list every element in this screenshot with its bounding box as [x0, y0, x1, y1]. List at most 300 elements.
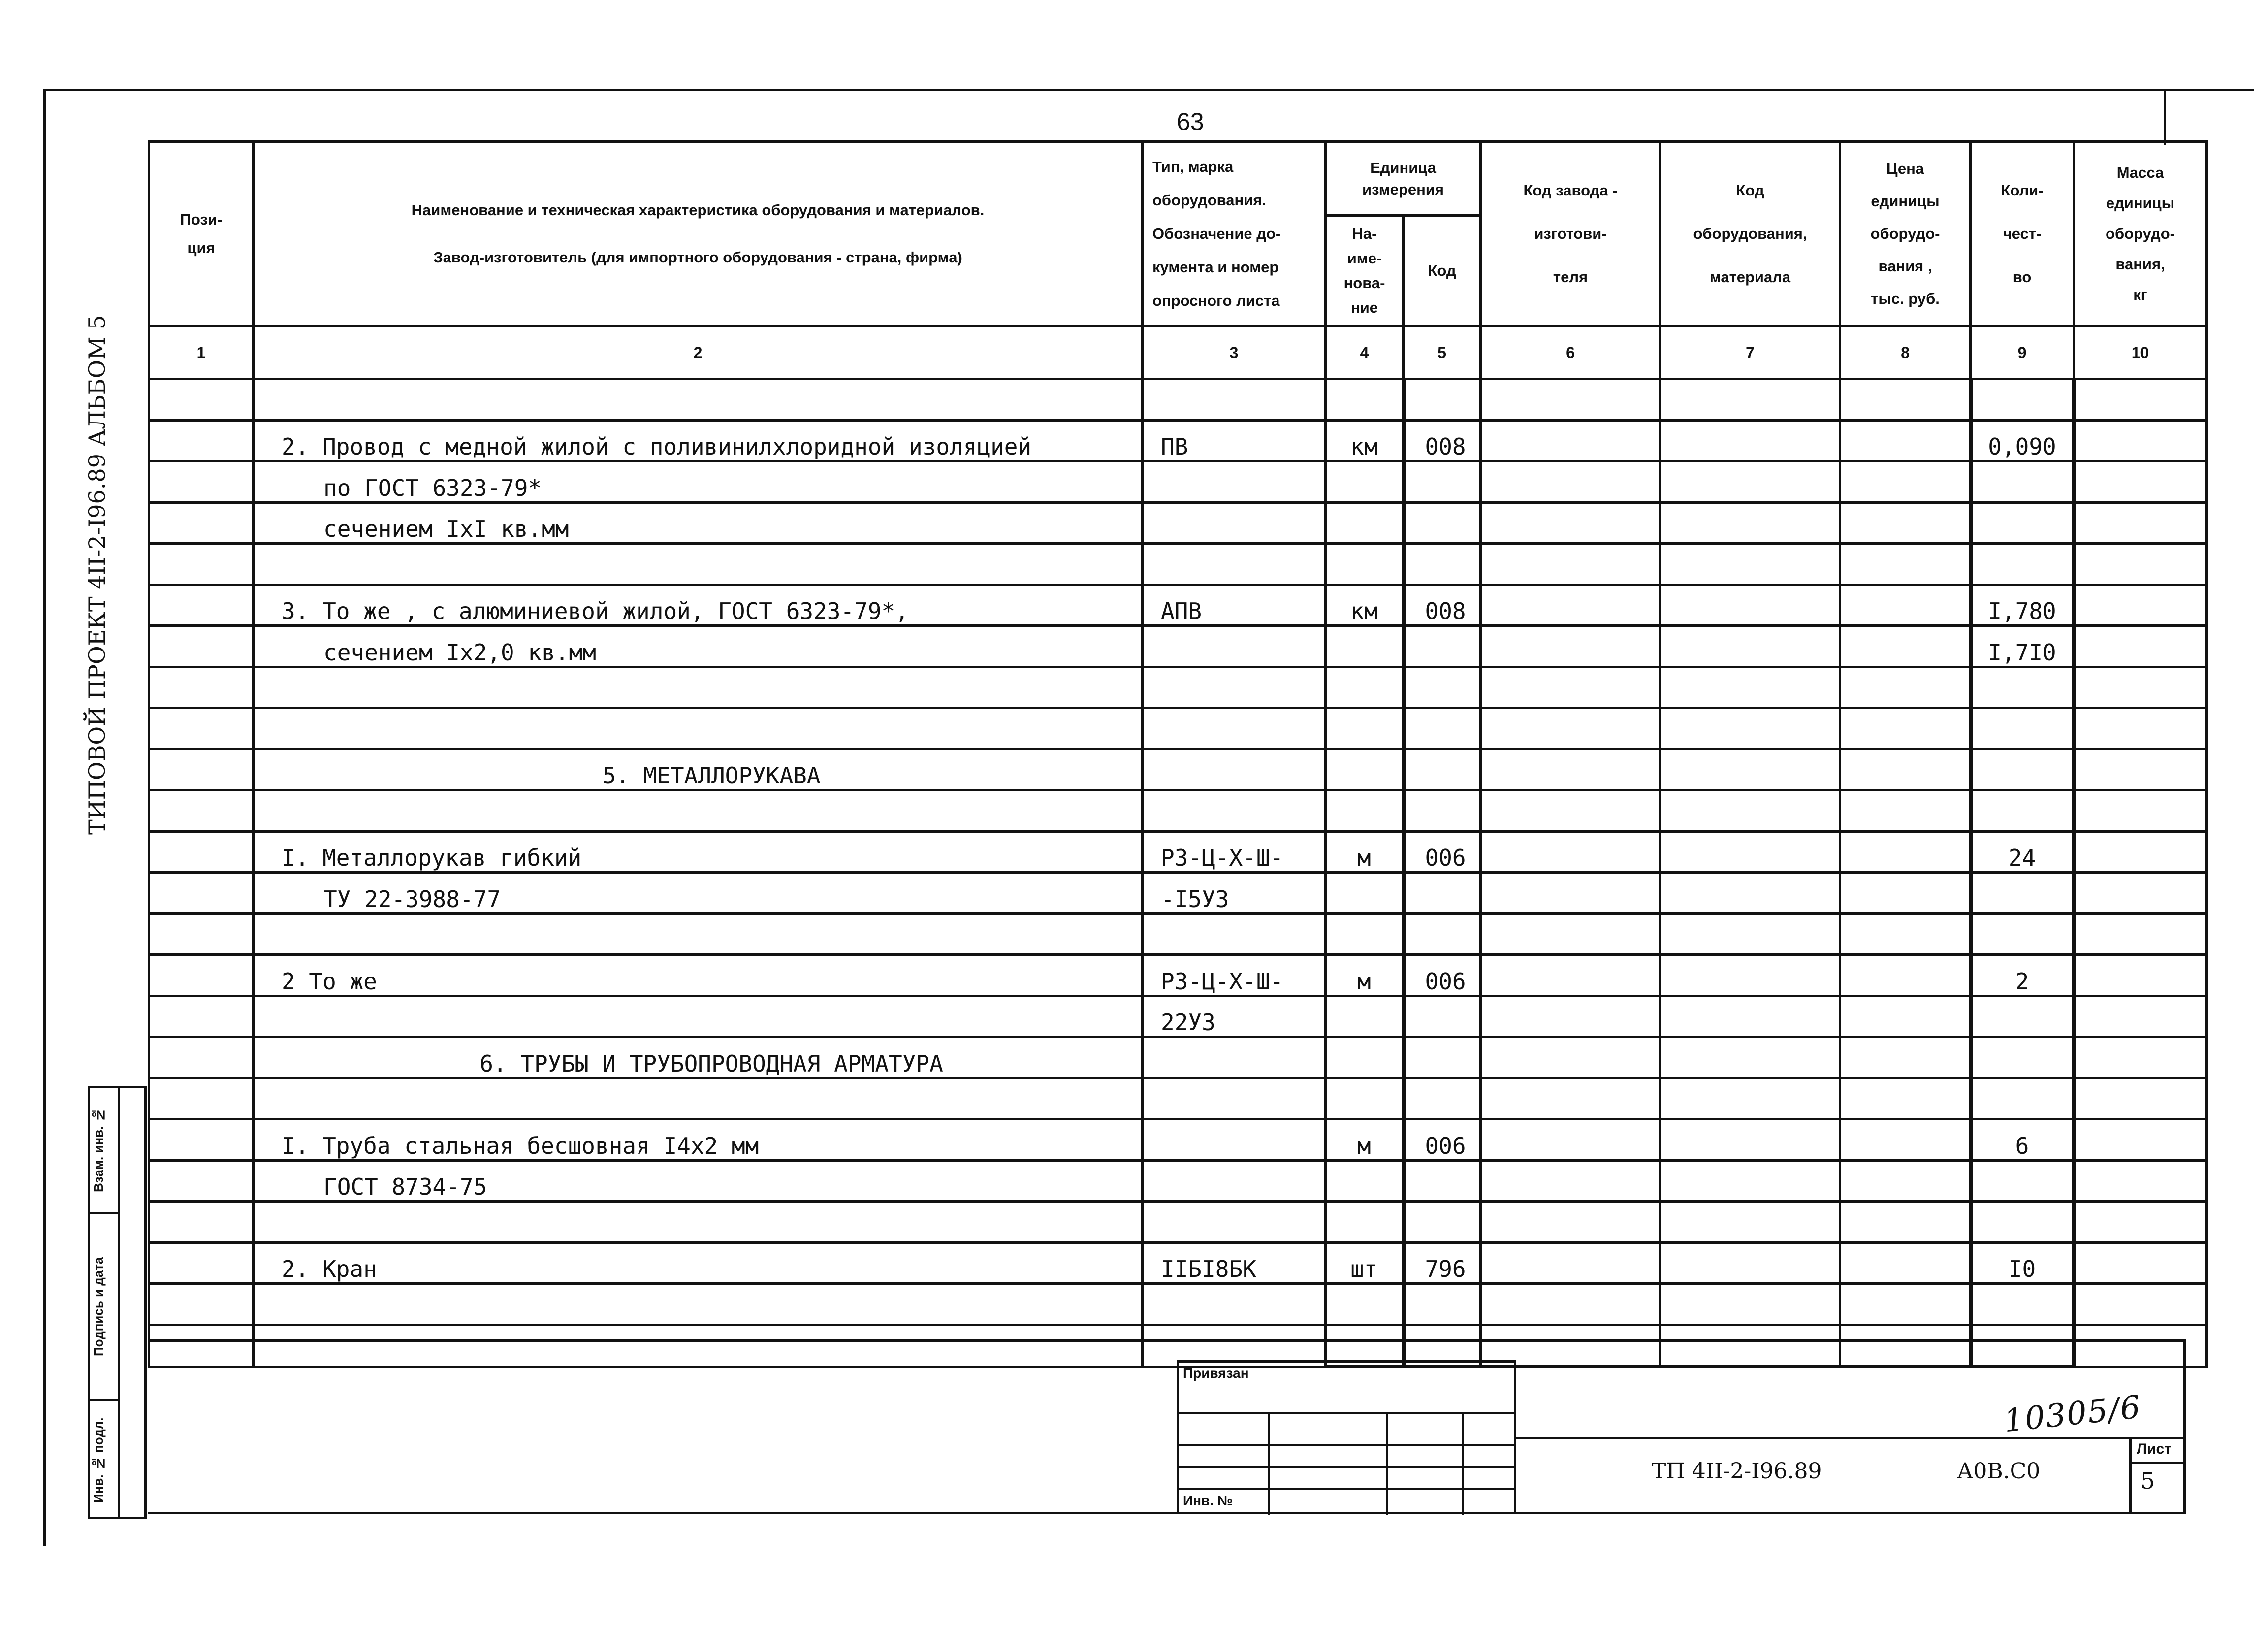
sheet-box-separator [2132, 1462, 2186, 1464]
cell-quantity [1971, 1160, 2074, 1202]
cell-name: I. Металлорукав гибкий [254, 831, 1143, 873]
cell-name: 6. ТРУБЫ И ТРУБОПРОВОДНАЯ АРМАТУРА [254, 1037, 1143, 1078]
cell-mass [2074, 1037, 2207, 1078]
cell-equipment-code [1661, 420, 1840, 461]
cell-quantity [1971, 873, 2074, 914]
cell-type [1143, 1078, 1326, 1119]
col-number: 4 [1326, 326, 1404, 379]
cell-plant-code [1481, 461, 1661, 503]
header-type: Тип, марка оборудования. Обозначение до- кумента и номер опросного листа [1143, 142, 1326, 326]
cell-type: 22У3 [1143, 996, 1326, 1037]
frame-right-stub [2164, 89, 2166, 145]
cell-unit-code: 008 [1404, 585, 1481, 626]
cell-equipment-code [1661, 708, 1840, 749]
table-row [149, 790, 2207, 832]
cell-unit-name [1326, 626, 1404, 667]
cell-unit-name [1326, 544, 1404, 585]
cell-name: 2. Кран [254, 1242, 1143, 1284]
cell-plant-code [1481, 873, 1661, 914]
cell-unit-code: 008 [1404, 420, 1481, 461]
cell-unit-name: шт [1326, 1242, 1404, 1284]
cell-name [254, 667, 1143, 708]
cell-plant-code [1481, 708, 1661, 749]
cell-position [149, 502, 254, 544]
cell-name [254, 379, 1143, 421]
cell-position [149, 1284, 254, 1325]
cell-equipment-code [1661, 1242, 1840, 1284]
cell-plant-code [1481, 585, 1661, 626]
cell-unit-code [1404, 461, 1481, 503]
cell-name: ТУ 22-3988-77 [254, 873, 1143, 914]
stamp-label: Взам. инв. № [91, 1107, 106, 1193]
cell-quantity: I0 [1971, 1242, 2074, 1284]
cell-quantity [1971, 379, 2074, 421]
cell-price [1840, 708, 1971, 749]
cell-quantity: 6 [1971, 1119, 2074, 1161]
cell-unit-name [1326, 873, 1404, 914]
cell-unit-name [1326, 1284, 1404, 1325]
cell-price [1840, 1119, 1971, 1161]
cell-quantity: 2 [1971, 955, 2074, 996]
cell-equipment-code [1661, 544, 1840, 585]
stamp-divider [118, 1088, 120, 1517]
cell-price [1840, 461, 1971, 503]
table-row [149, 1037, 2207, 1078]
cell-mass [2074, 955, 2207, 996]
cell-quantity [1971, 461, 2074, 503]
cell-unit-name: км [1326, 420, 1404, 461]
cell-price [1840, 913, 1971, 955]
cell-plant-code [1481, 1037, 1661, 1078]
cell-mass [2074, 502, 2207, 544]
cell-mass [2074, 749, 2207, 790]
table-row [149, 873, 2207, 914]
cell-type [1143, 1160, 1326, 1202]
cell-type [1143, 626, 1326, 667]
cell-type: АПВ [1143, 585, 1326, 626]
header-unit-name: На- име- нова- ние [1326, 216, 1404, 326]
stamp-label: Подпись и дата [91, 1257, 106, 1356]
album-title: ТИПОВОЙ ПРОЕКТ 4II-2-I96.89 АЛЬБОМ 5 [84, 315, 110, 835]
cell-quantity [1971, 996, 2074, 1037]
cell-name [254, 913, 1143, 955]
cell-unit-name [1326, 1037, 1404, 1078]
cell-plant-code [1481, 1160, 1661, 1202]
cell-name: сечением IxI кв.мм [254, 502, 1143, 544]
cell-plant-code [1481, 1119, 1661, 1161]
cell-price [1840, 831, 1971, 873]
cell-price [1840, 379, 1971, 421]
cell-position [149, 1242, 254, 1284]
cell-position [149, 996, 254, 1037]
table-row [149, 379, 2207, 421]
cell-mass [2074, 1242, 2207, 1284]
cell-price [1840, 626, 1971, 667]
table-row [149, 831, 2207, 873]
cell-type [1143, 1284, 1326, 1325]
cell-position [149, 913, 254, 955]
cell-unit-name: м [1326, 955, 1404, 996]
cell-name [254, 708, 1143, 749]
cell-mass [2074, 461, 2207, 503]
cell-mass [2074, 996, 2207, 1037]
cell-unit-code: 006 [1404, 831, 1481, 873]
cell-plant-code [1481, 626, 1661, 667]
title-block-frame [148, 1339, 2186, 1514]
cell-type [1143, 379, 1326, 421]
cell-unit-code [1404, 873, 1481, 914]
cell-name [254, 544, 1143, 585]
cell-position [149, 1078, 254, 1119]
stamp-replaced-inventory [90, 1088, 118, 1214]
cell-type: IIБI8БК [1143, 1242, 1326, 1284]
cell-mass [2074, 626, 2207, 667]
table-row [149, 913, 2207, 955]
cell-unit-code [1404, 1202, 1481, 1243]
cell-unit-name: м [1326, 1119, 1404, 1161]
cell-plant-code [1481, 379, 1661, 421]
cell-price [1840, 873, 1971, 914]
cell-price [1840, 749, 1971, 790]
cell-position [149, 420, 254, 461]
cell-mass [2074, 1078, 2207, 1119]
cell-position [149, 379, 254, 421]
column-number-row [149, 326, 2207, 379]
cell-unit-code [1404, 667, 1481, 708]
table-row [149, 1284, 2207, 1325]
cell-unit-code [1404, 790, 1481, 832]
header-plant-code: Код завода - изготови- теля [1481, 142, 1661, 326]
cell-equipment-code [1661, 749, 1840, 790]
cell-price [1840, 585, 1971, 626]
cell-mass [2074, 708, 2207, 749]
cell-position [149, 626, 254, 667]
cell-quantity [1971, 1284, 2074, 1325]
attached-vline [1386, 1412, 1388, 1515]
frame-top-line [43, 89, 2254, 91]
table-row [149, 1160, 2207, 1202]
cell-quantity [1971, 749, 2074, 790]
cell-plant-code [1481, 749, 1661, 790]
cell-equipment-code [1661, 1284, 1840, 1325]
cell-plant-code [1481, 667, 1661, 708]
cell-quantity [1971, 502, 2074, 544]
cell-price [1840, 502, 1971, 544]
header-mass: Масса единицы оборудо- вания, кг [2074, 142, 2207, 326]
cell-position [149, 790, 254, 832]
title-divider-line [1516, 1437, 2186, 1439]
header-position: Пози- ция [149, 142, 254, 326]
cell-type [1143, 667, 1326, 708]
table-row [149, 585, 2207, 626]
cell-type [1143, 461, 1326, 503]
stamp-signature-date [90, 1214, 118, 1401]
cell-name [254, 1078, 1143, 1119]
cell-equipment-code [1661, 1119, 1840, 1161]
cell-quantity [1971, 1037, 2074, 1078]
cell-unit-code [1404, 749, 1481, 790]
cell-position [149, 1202, 254, 1243]
cell-equipment-code [1661, 1078, 1840, 1119]
attached-vline [1462, 1412, 1464, 1515]
cell-price [1840, 1078, 1971, 1119]
col-number: 2 [254, 326, 1143, 379]
header-price: Цена единицы оборудо- вания , тыс. руб. [1840, 142, 1971, 326]
cell-position [149, 461, 254, 503]
cell-equipment-code [1661, 996, 1840, 1037]
page-number: 63 [1177, 108, 1204, 135]
cell-mass [2074, 1119, 2207, 1161]
cell-quantity [1971, 913, 2074, 955]
cell-equipment-code [1661, 1037, 1840, 1078]
cell-equipment-code [1661, 379, 1840, 421]
cell-price [1840, 544, 1971, 585]
cell-unit-name [1326, 913, 1404, 955]
cell-quantity [1971, 1078, 2074, 1119]
table-row [149, 996, 2207, 1037]
table-row [149, 1202, 2207, 1243]
cell-type: Р3-Ц-Х-Ш- [1143, 831, 1326, 873]
cell-equipment-code [1661, 667, 1840, 708]
cell-quantity [1971, 667, 2074, 708]
frame-left-line [43, 89, 46, 1546]
table-row [149, 420, 2207, 461]
cell-name [254, 1284, 1143, 1325]
cell-position [149, 544, 254, 585]
cell-position [149, 955, 254, 996]
cell-type [1143, 1119, 1326, 1161]
cell-plant-code [1481, 1242, 1661, 1284]
document-code: ТП 4II-2-I96.89 [1652, 1459, 1822, 1484]
cell-plant-code [1481, 1202, 1661, 1243]
cell-unit-code [1404, 544, 1481, 585]
cell-unit-name [1326, 708, 1404, 749]
table-row [149, 544, 2207, 585]
cell-type [1143, 1202, 1326, 1243]
col-number: 10 [2074, 326, 2207, 379]
cell-plant-code [1481, 955, 1661, 996]
cell-quantity: 0,090 [1971, 420, 2074, 461]
table-row [149, 1242, 2207, 1284]
document-mark: А0В.С0 [1957, 1459, 2041, 1484]
cell-equipment-code [1661, 831, 1840, 873]
cell-name: I. Труба стальная бесшовная I4x2 мм [254, 1119, 1143, 1161]
cell-equipment-code [1661, 461, 1840, 503]
cell-position [149, 1160, 254, 1202]
cell-position [149, 1119, 254, 1161]
cell-price [1840, 1242, 1971, 1284]
attached-vline [1268, 1412, 1270, 1515]
cell-plant-code [1481, 420, 1661, 461]
col-number: 5 [1404, 326, 1481, 379]
cell-position [149, 749, 254, 790]
header-unit-code: Код [1404, 216, 1481, 326]
cell-unit-name [1326, 1078, 1404, 1119]
table-row [149, 626, 2207, 667]
cell-type [1143, 1037, 1326, 1078]
attached-block [1177, 1360, 1516, 1514]
table-body [149, 379, 2207, 1367]
cell-price [1840, 1160, 1971, 1202]
cell-mass [2074, 667, 2207, 708]
cell-price [1840, 1037, 1971, 1078]
cell-name: по ГОСТ 6323-79* [254, 461, 1143, 503]
cell-mass [2074, 913, 2207, 955]
cell-equipment-code [1661, 1160, 1840, 1202]
cell-unit-code [1404, 626, 1481, 667]
cell-mass [2074, 379, 2207, 421]
cell-unit-code [1404, 1284, 1481, 1325]
cell-type [1143, 502, 1326, 544]
table-row [149, 461, 2207, 503]
col-number: 6 [1481, 326, 1661, 379]
cell-unit-code: 796 [1404, 1242, 1481, 1284]
cell-unit-name [1326, 996, 1404, 1037]
cell-unit-code [1404, 913, 1481, 955]
attached-label: Привязан [1183, 1366, 1249, 1381]
table-row [149, 1119, 2207, 1161]
cell-mass [2074, 420, 2207, 461]
header-equipment-code: Код оборудования, материала [1661, 142, 1840, 326]
cell-name [254, 996, 1143, 1037]
cell-position [149, 585, 254, 626]
cell-name: ГОСТ 8734-75 [254, 1160, 1143, 1202]
cell-position [149, 873, 254, 914]
cell-name [254, 790, 1143, 832]
cell-name: 5. МЕТАЛЛОРУКАВА [254, 749, 1143, 790]
cell-name: 3. То же , с алюминиевой жилой, ГОСТ 6323-79*, [254, 585, 1143, 626]
cell-position [149, 831, 254, 873]
stamp-original-inventory [90, 1401, 118, 1519]
cell-price [1840, 1284, 1971, 1325]
cell-price [1840, 996, 1971, 1037]
table-row [149, 708, 2207, 749]
table-row [149, 1078, 2207, 1119]
cell-unit-name [1326, 667, 1404, 708]
cell-unit-code [1404, 1078, 1481, 1119]
left-stamp-block [88, 1086, 147, 1519]
cell-quantity: I,780 [1971, 585, 2074, 626]
cell-equipment-code [1661, 626, 1840, 667]
cell-type [1143, 913, 1326, 955]
cell-type [1143, 708, 1326, 749]
cell-unit-name [1326, 379, 1404, 421]
cell-quantity: I,7I0 [1971, 626, 2074, 667]
cell-unit-name: км [1326, 585, 1404, 626]
cell-type [1143, 749, 1326, 790]
cell-price [1840, 790, 1971, 832]
specification-table [148, 140, 2208, 1368]
cell-plant-code [1481, 831, 1661, 873]
cell-type: ПВ [1143, 420, 1326, 461]
cell-equipment-code [1661, 955, 1840, 996]
cell-position [149, 667, 254, 708]
table-row [149, 667, 2207, 708]
col-number: 8 [1840, 326, 1971, 379]
cell-unit-code [1404, 996, 1481, 1037]
cell-mass [2074, 1202, 2207, 1243]
cell-unit-code [1404, 708, 1481, 749]
cell-mass [2074, 1160, 2207, 1202]
sheet-number-box [2129, 1437, 2186, 1514]
cell-quantity [1971, 708, 2074, 749]
cell-plant-code [1481, 1284, 1661, 1325]
header-name: Наименование и техническая характеристика оборудования и материалов. Завод-изготовитель (для импортного оборудования - страна, фирма) [254, 142, 1143, 326]
cell-unit-code: 006 [1404, 1119, 1481, 1161]
cell-unit-code [1404, 379, 1481, 421]
cell-mass [2074, 1284, 2207, 1325]
cell-unit-name [1326, 461, 1404, 503]
cell-quantity: 24 [1971, 831, 2074, 873]
cell-unit-name [1326, 1160, 1404, 1202]
cell-type: Р3-Ц-Х-Ш- [1143, 955, 1326, 996]
cell-unit-name: м [1326, 831, 1404, 873]
cell-unit-name [1326, 749, 1404, 790]
cell-equipment-code [1661, 913, 1840, 955]
cell-unit-code: 006 [1404, 955, 1481, 996]
cell-quantity [1971, 1202, 2074, 1243]
cell-name: 2. Провод с медной жилой с поливинилхлоридной изоляцией [254, 420, 1143, 461]
cell-price [1840, 667, 1971, 708]
cell-unit-name [1326, 502, 1404, 544]
cell-mass [2074, 585, 2207, 626]
table-row [149, 502, 2207, 544]
inventory-label: Инв. № [1183, 1493, 1233, 1508]
cell-plant-code [1481, 996, 1661, 1037]
cell-equipment-code [1661, 790, 1840, 832]
cell-equipment-code [1661, 585, 1840, 626]
cell-price [1840, 420, 1971, 461]
cell-position [149, 1037, 254, 1078]
sheet-number: 5 [2140, 1467, 2155, 1494]
cell-mass [2074, 831, 2207, 873]
cell-equipment-code [1661, 873, 1840, 914]
cell-name: 2 То же [254, 955, 1143, 996]
cell-price [1840, 1202, 1971, 1243]
cell-plant-code [1481, 790, 1661, 832]
cell-type [1143, 544, 1326, 585]
col-number: 9 [1971, 326, 2074, 379]
col-number: 1 [149, 326, 254, 379]
cell-plant-code [1481, 1078, 1661, 1119]
cell-unit-name [1326, 790, 1404, 832]
cell-position [149, 708, 254, 749]
cell-unit-code [1404, 1160, 1481, 1202]
cell-plant-code [1481, 913, 1661, 955]
cell-quantity [1971, 790, 2074, 832]
cell-unit-name [1326, 1202, 1404, 1243]
cell-type [1143, 790, 1326, 832]
cell-name: сечением Ix2,0 кв.мм [254, 626, 1143, 667]
cell-quantity [1971, 544, 2074, 585]
stamp-label: Инв. № подл. [91, 1417, 106, 1503]
cell-plant-code [1481, 544, 1661, 585]
col-number: 3 [1143, 326, 1326, 379]
sheet-label: Лист [2137, 1441, 2172, 1457]
cell-mass [2074, 790, 2207, 832]
col-number: 7 [1661, 326, 1840, 379]
cell-equipment-code [1661, 1202, 1840, 1243]
cell-unit-code [1404, 1037, 1481, 1078]
cell-plant-code [1481, 502, 1661, 544]
cell-price [1840, 955, 1971, 996]
cell-unit-code [1404, 502, 1481, 544]
table-row [149, 955, 2207, 996]
handwritten-number: 10305/6 [2002, 1389, 2143, 1440]
cell-type: -I5У3 [1143, 873, 1326, 914]
header-unit: Единица измерения [1326, 142, 1481, 216]
table-row [149, 749, 2207, 790]
